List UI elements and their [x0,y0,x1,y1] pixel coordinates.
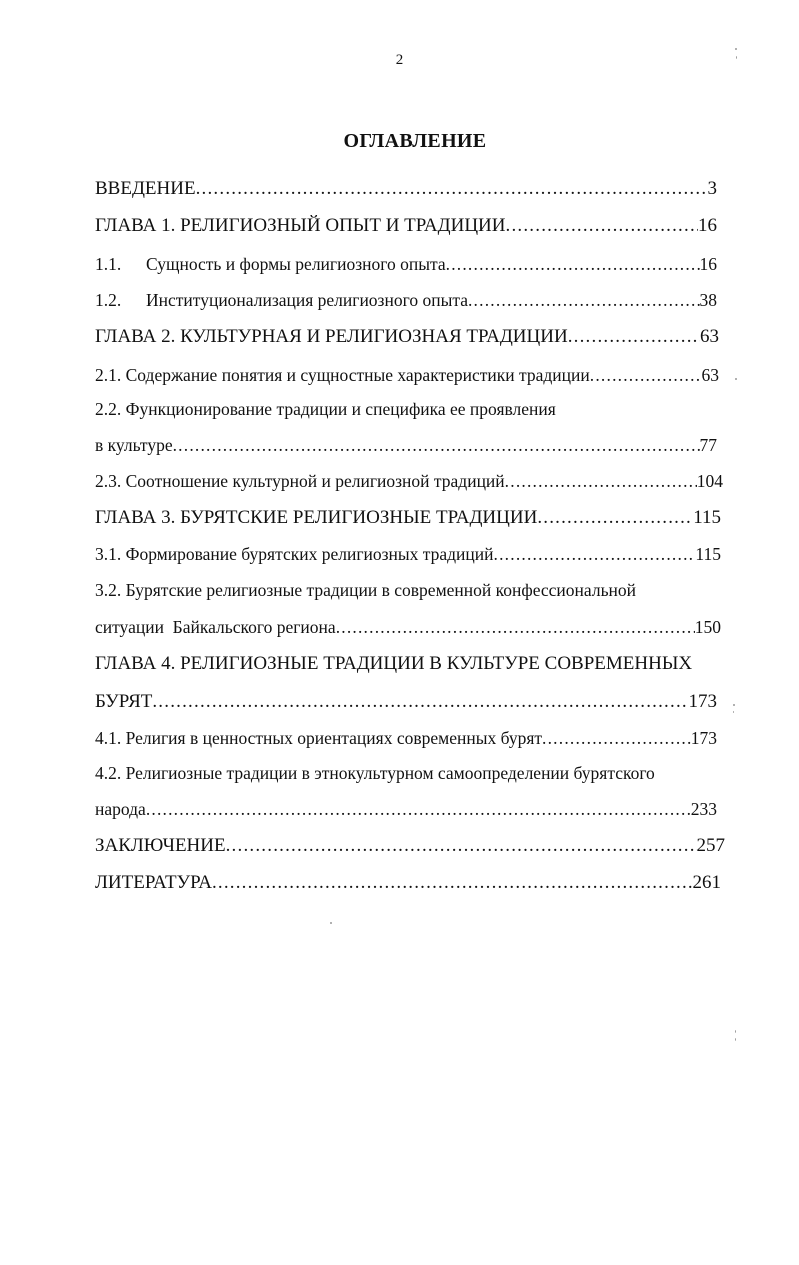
toc-entry-section-2-1 [95,365,719,393]
scan-speck [735,1030,736,1033]
scan-speck [735,48,737,50]
toc-entry-number: 1.2. [95,290,122,310]
dot-leader [505,471,697,492]
toc-entry-page: 233 [690,799,717,819]
page-number: 2 [395,52,404,68]
toc-entry-chapter-4 [95,653,727,681]
dot-leader [446,254,700,275]
toc-entry-section-4-2-cont [95,799,717,827]
toc-entry-title: 3.1. Формирование бурятских религиозных традиций [95,544,494,564]
toc-entry-section-3-2-cont [95,617,721,645]
toc-entry-title: ГЛАВА 3. БУРЯТСКИЕ РЕЛИГИОЗНЫЕ ТРАДИЦИИ [95,507,538,528]
toc-entry-conclusion [95,835,725,863]
toc-entry-title-cont: в культуре [95,435,173,455]
toc-entry-title: Сущность и формы религиозного опыта [146,254,446,274]
toc-entry-page: 173 [688,691,717,712]
toc-entry-chapter-3 [95,507,721,535]
toc-entry-introduction [95,178,717,206]
toc-entry-page: 173 [690,728,717,748]
toc-entry-page: 16 [698,215,717,236]
scan-speck [733,711,734,713]
dot-leader [590,365,702,386]
toc-title: ОГЛАВЛЕНИЕ [343,130,487,152]
toc-entry-section-3-1 [95,544,721,572]
dot-leader [568,326,700,348]
toc-entry-title: ВВЕДЕНИЕ [95,178,196,199]
toc-entry-chapter-2 [95,326,719,354]
toc-entry-literature [95,872,721,900]
toc-entry-page: 257 [696,835,725,856]
toc-entry-title-cont: БУРЯТ [95,691,153,712]
toc-entry-title: 4.1. Религия в ценностных ориентациях современных бурят [95,728,543,748]
toc-entry-section-4-1 [95,728,717,756]
toc-entry-page: 115 [693,507,721,528]
toc-entry-section-3-2 [95,580,727,608]
scan-speck [330,922,332,924]
dot-leader [226,835,697,857]
toc-entry-number: 1.1. [95,254,122,274]
toc-entry-title: Институционализация религиозного опыта [146,290,468,310]
toc-entry-title: ЗАКЛЮЧЕНИЕ [95,835,226,856]
dot-leader [173,435,700,456]
toc-entry-title: 4.2. Религиозные традиции в этнокультурном самоопределении бурятского [95,763,655,783]
dot-leader [494,544,696,565]
toc-entry-page: 104 [696,471,723,491]
dot-leader [146,799,691,820]
toc-entry-title: ГЛАВА 4. РЕЛИГИОЗНЫЕ ТРАДИЦИИ В КУЛЬТУРЕ СОВРЕМЕННЫХ [95,653,693,674]
toc-entry-title: ГЛАВА 2. КУЛЬТУРНАЯ И РЕЛИГИОЗНАЯ ТРАДИЦИИ [95,326,568,347]
dot-leader [506,215,699,237]
dot-leader [212,872,693,894]
scan-speck [733,704,735,706]
dot-leader [537,507,693,529]
toc-entry-title: ЛИТЕРАТУРА [95,872,212,893]
dot-leader [468,290,700,311]
toc-entry-page: 16 [699,254,717,274]
toc-entry-chapter-1 [95,215,717,243]
toc-entry-title-cont: ситуации Байкальского региона [95,617,336,637]
toc-entry-section-1-1 [95,254,717,282]
toc-entry-page: 3 [707,178,717,199]
dot-leader [542,728,691,749]
dot-leader [336,617,695,638]
toc-entry-page: 63 [700,326,719,347]
toc-entry-section-2-2 [95,399,727,427]
toc-entry-chapter-4-cont [95,691,717,719]
toc-entry-page: 115 [695,544,721,564]
toc-entry-section-2-3 [95,471,723,499]
scan-speck [735,1038,736,1041]
scan-speck [735,378,737,380]
toc-entry-page: 38 [699,290,717,310]
toc-entry-section-1-2 [95,290,717,318]
toc-entry-title: 2.1. Содержание понятия и сущностные характеристики традиции [95,365,590,385]
toc-entry-title: ГЛАВА 1. РЕЛИГИОЗНЫЙ ОПЫТ И ТРАДИЦИИ [95,215,506,236]
toc-entry-page: 261 [692,872,721,893]
toc-entry-page: 63 [701,365,719,385]
toc-entry-title: 3.2. Бурятские религиозные традиции в современной конфессиональной [95,580,637,600]
toc-entry-section-2-2-cont [95,435,717,463]
dot-leader [152,691,688,713]
toc-entry-page: 77 [699,435,717,455]
toc-entry-title-cont: народа [95,799,146,819]
scan-speck [736,56,737,59]
toc-entry-page: 150 [694,617,721,637]
toc-entry-title: 2.3. Соотношение культурной и религиозной традиций [95,471,505,491]
toc-entry-section-4-2 [95,763,735,791]
dot-leader [196,178,708,200]
toc-entry-title: 2.2. Функционирование традиции и специфика ее проявления [95,399,556,419]
